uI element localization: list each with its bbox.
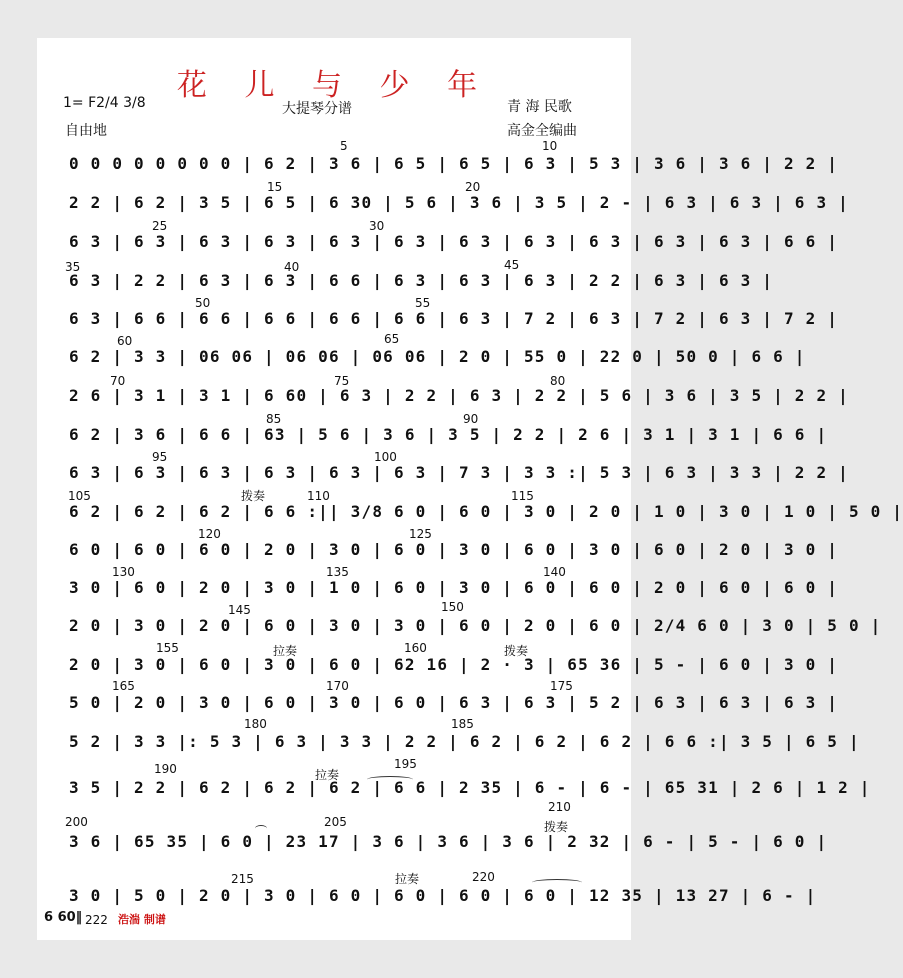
measure-number: 175 [550,679,573,693]
measure-number: 130 [112,565,135,579]
measure-number: 45 [504,258,520,272]
notation-row-16: 5 2 | 3 3 |: 5 3 | 6 3 | 3 3 | 2 2 | 6 2 | 6 2 | 6 2 | 6 6 :| 3 5 | 6 5 | [69,732,860,751]
measure-number: 10 [542,139,558,153]
measure-number: 25 [152,219,168,233]
notation-row-7: 2 6 | 3 1 | 3 1 | 6 60 | 6 3 | 2 2 | 6 3 | 2 2 | 5 6 | 3 6 | 3 5 | 2 2 | [69,386,849,405]
measure-number: 200 [65,815,88,829]
measure-number: 195 [394,757,417,771]
score-sheet [37,38,903,940]
measure-number: 220 [472,870,495,884]
measure-number: 65 [384,332,400,346]
measure-number: 120 [198,527,221,541]
tie-arc [532,879,582,886]
measure-number: 205 [324,815,347,829]
measure-number: 150 [441,600,464,614]
song-source: 青 海 民歌 [507,99,572,115]
measure-number: 30 [369,219,385,233]
measure-number: 135 [326,565,349,579]
measure-number: 85 [266,412,282,426]
fermata-arc [255,825,267,832]
notation-row-15: 5 0 | 2 0 | 3 0 | 6 0 | 3 0 | 6 0 | 6 3 | 6 3 | 5 2 | 6 3 | 6 3 | 6 3 | [69,693,839,712]
measure-number: 90 [463,412,479,426]
measure-number: 20 [465,180,481,194]
notation-row-13: 2 0 | 3 0 | 2 0 | 6 0 | 3 0 | 3 0 | 6 0 | 2 0 | 6 0 | 2/4 6 0 | 3 0 | 5 0 | [69,616,882,635]
key-signature: 1= F2/4 3/8 [63,95,146,111]
measure-number: 170 [326,679,349,693]
pizzicato-marking: 拨奏 [504,644,529,658]
measure-number: 100 [374,450,397,464]
measure-number: 35 [65,260,81,274]
measure-number: 110 [307,489,330,503]
measure-number: 75 [334,374,350,388]
measure-number: 140 [543,565,566,579]
measure-number: 15 [267,180,283,194]
arranger-credit: 高金全编曲 [507,123,577,139]
measure-number: 210 [548,800,571,814]
measure-number: 160 [404,641,427,655]
measure-number: 125 [409,527,432,541]
measure-number: 165 [112,679,135,693]
notation-row-11: 6 0 | 6 0 | 6 0 | 2 0 | 3 0 | 6 0 | 3 0 | 6 0 | 3 0 | 6 0 | 2 0 | 3 0 | [69,540,839,559]
measure-number: 55 [415,296,431,310]
measure-number: 190 [154,762,177,776]
measure-number: 70 [110,374,126,388]
measure-number: 5 [340,139,348,153]
measure-number: 155 [156,641,179,655]
part-subtitle: 大提琴分谱 [282,101,352,117]
notation-row-10: 6 2 | 6 2 | 6 2 | 6 6 :|| 3/8 6 0 | 6 0 | 3 0 | 2 0 | 1 0 | 3 0 | 1 0 | 5 0 | [69,502,903,521]
final-measure: 6 60‖ [44,910,83,925]
pizzicato-marking: 拨奏 [544,820,569,834]
measure-number: 145 [228,603,251,617]
score-title: 花 儿 与 少 年 [176,68,492,103]
measure-number: 50 [195,296,211,310]
measure-number: 185 [451,717,474,731]
notation-row-6: 6 2 | 3 3 | 06 06 | 06 06 | 06 06 | 2 0 | 55 0 | 22 0 | 50 0 | 6 6 | [69,347,806,366]
arranger-stamp: 浩湍 制谱 [118,913,166,926]
pizzicato-marking: 拨奏 [241,489,266,503]
notation-row-3: 6 3 | 6 3 | 6 3 | 6 3 | 6 3 | 6 3 | 6 3 | 6 3 | 6 3 | 6 3 | 6 3 | 6 6 | [69,232,839,251]
notation-row-17: 3 5 | 2 2 | 6 2 | 6 2 | 6 2 | 6 6 | 2 35 | 6 - | 6 - | 65 31 | 2 6 | 1 2 | [69,778,871,797]
notation-row-12: 3 0 | 6 0 | 2 0 | 3 0 | 1 0 | 6 0 | 3 0 | 6 0 | 6 0 | 2 0 | 6 0 | 6 0 | [69,578,839,597]
notation-row-9: 6 3 | 6 3 | 6 3 | 6 3 | 6 3 | 6 3 | 7 3 | 3 3 :| 5 3 | 6 3 | 3 3 | 2 2 | [69,463,849,482]
notation-row-4: 6 3 | 2 2 | 6 3 | 6 3 | 6 6 | 6 3 | 6 3 | 6 3 | 2 2 | 6 3 | 6 3 | [69,271,774,290]
measure-number: 40 [284,260,300,274]
measure-number: 180 [244,717,267,731]
arco-marking: 拉奏 [273,644,298,658]
measure-number: 80 [550,374,566,388]
notation-row-19: 3 0 | 5 0 | 2 0 | 3 0 | 6 0 | 6 0 | 6 0 | 6 0 | 12 35 | 13 27 | 6 - | [69,886,817,905]
arco-marking: 拉奏 [315,768,340,782]
measure-number: 115 [511,489,534,503]
notation-row-1: 0 0 0 0 0 0 0 0 | 6 2 | 3 6 | 6 5 | 6 5 | 6 3 | 5 3 | 3 6 | 3 6 | 2 2 | [69,154,839,173]
notation-row-5: 6 3 | 6 6 | 6 6 | 6 6 | 6 6 | 6 6 | 6 3 | 7 2 | 6 3 | 7 2 | 6 3 | 7 2 | [69,309,839,328]
measure-number: 60 [117,334,133,348]
measure-number: 222 [85,913,108,927]
notation-row-2: 2 2 | 6 2 | 3 5 | 6 5 | 6 30 | 5 6 | 3 6 | 3 5 | 2 - | 6 3 | 6 3 | 6 3 | [69,193,849,212]
notation-row-14: 2 0 | 3 0 | 6 0 | 3 0 | 6 0 | 62 16 | 2 · 3 | 65 36 | 5 - | 6 0 | 3 0 | [69,655,839,674]
tempo-marking: 自由地 [65,123,107,139]
arco-marking: 拉奏 [395,872,420,886]
measure-number: 95 [152,450,168,464]
measure-number: 215 [231,872,254,886]
notation-row-18: 3 6 | 65 35 | 6 0 | 23 17 | 3 6 | 3 6 | 3 6 | 2 32 | 6 - | 5 - | 6 0 | [69,832,828,851]
measure-number: 105 [68,489,91,503]
notation-row-8: 6 2 | 3 6 | 6 6 | 63 | 5 6 | 3 6 | 3 5 | 2 2 | 2 6 | 3 1 | 3 1 | 6 6 | [69,425,828,444]
